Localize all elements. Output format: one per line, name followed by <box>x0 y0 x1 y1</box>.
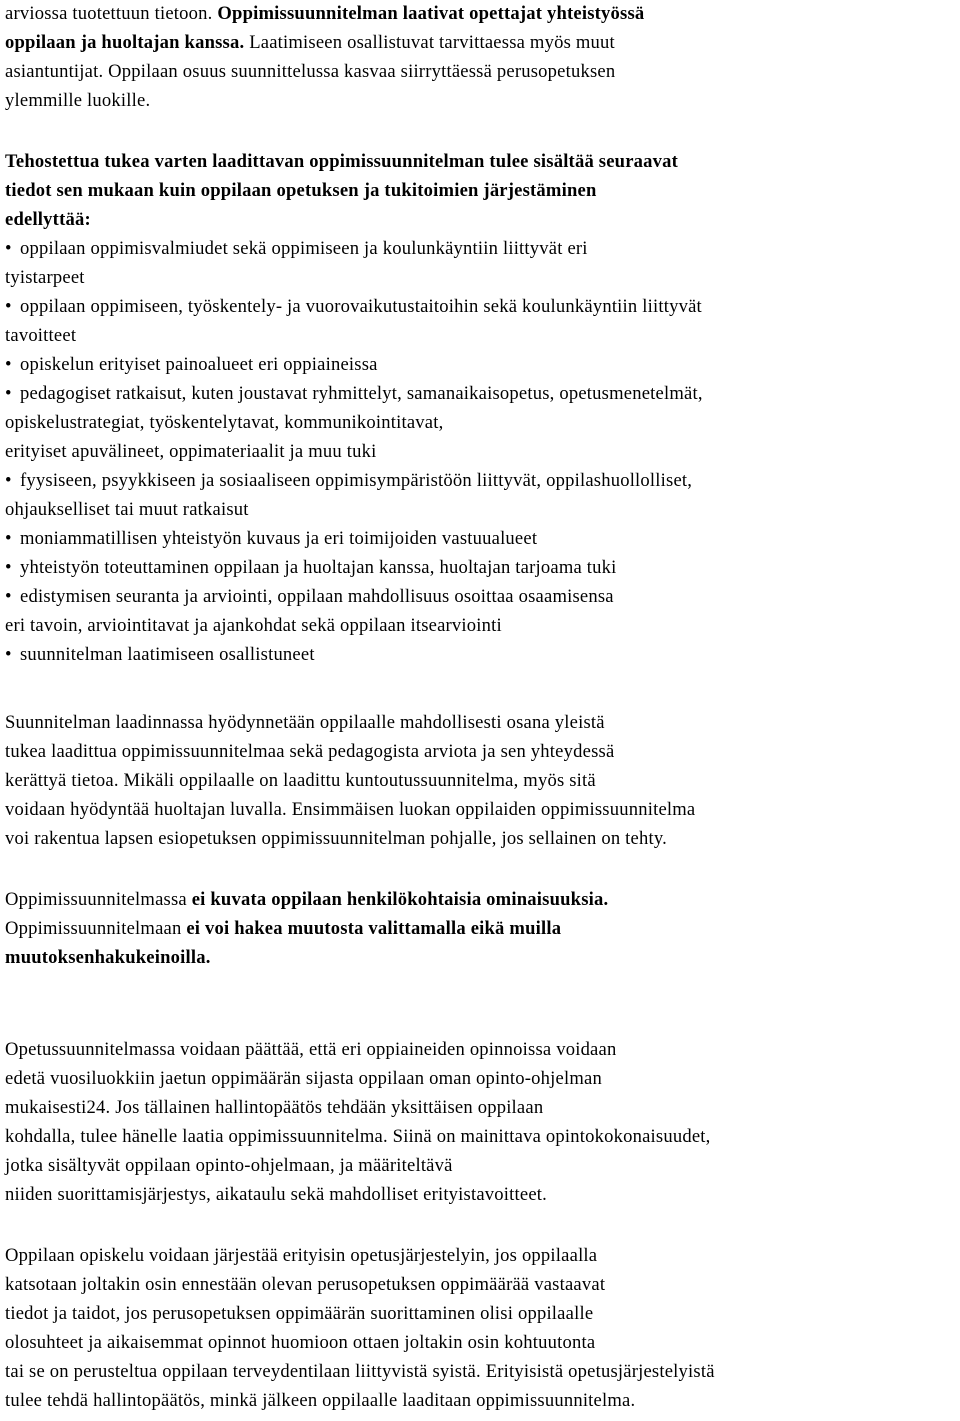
bold-text-run: muutoksenhakukeinoilla. <box>5 947 211 968</box>
list-item-text: opiskelustrategiat, työskentelytavat, kommunikointitavat, <box>5 412 444 433</box>
bullet-icon: • <box>5 644 12 665</box>
list-item <box>5 553 617 582</box>
bold-text-run: oppilaan ja huoltajan kanssa. <box>5 32 245 53</box>
list-item-continuation <box>5 437 376 466</box>
paragraph-line: kerättyä tietoa. Mikäli oppilaalle on laadittu kuntoutussuunnitelma, myös sitä <box>5 770 596 791</box>
paragraph-line <box>5 0 644 28</box>
list-item-text: moniammatillisen yhteistyön kuvaus ja eri toimijoiden vastuualueet <box>20 528 538 549</box>
paragraph-line: voidaan hyödyntää huoltajan luvalla. Ensimmäisen luokan oppilaiden oppimissuunnitelma <box>5 799 696 820</box>
list-item <box>5 524 537 553</box>
heading-line: Tehostettua tukea varten laadittavan oppimissuunnitelman tulee sisältää seuraavat <box>5 151 679 172</box>
list-item-continuation <box>5 495 249 524</box>
paragraph-line: edetä vuosiluokkiin jaetun oppimäärän sijasta oppilaan oman opinto-ohjelman <box>5 1068 602 1089</box>
bullet-icon: • <box>5 354 12 375</box>
heading-line: edellyttää: <box>5 209 91 230</box>
text-run: ylemmille luokille. <box>5 90 151 111</box>
list-item-text: eri tavoin, arviointitavat ja ajankohdat sekä oppilaan itsearviointi <box>5 615 502 636</box>
bullet-icon: • <box>5 528 12 549</box>
paragraph-line: Suunnitelman laadinnassa hyödynnetään oppilaalle mahdollisesti osana yleistä <box>5 712 605 733</box>
list-item <box>5 582 614 611</box>
bullet-icon: • <box>5 586 12 607</box>
bold-text-run: ei kuvata oppilaan henkilökohtaisia ominaisuuksia. <box>191 889 609 910</box>
text-run: Oppimissuunnitelmassa <box>5 889 192 910</box>
list-item-continuation <box>5 321 76 350</box>
paragraph-line <box>5 57 615 86</box>
text-run: Oppimissuunnitelmaan <box>5 918 187 939</box>
list-item <box>5 466 692 495</box>
paragraph-line: olosuhteet ja aikaisemmat opinnot huomioon ottaen joltakin osin kohtuutonta <box>5 1332 596 1353</box>
list-item-text: fyysiseen, psyykkiseen ja sosiaaliseen oppimisympäristöön liittyvät, oppilashuollolliset, <box>20 470 693 491</box>
list-item-continuation <box>5 263 85 292</box>
list-item-text: yhteistyön toteuttaminen oppilaan ja huoltajan kanssa, huoltajan tarjoama tuki <box>20 557 617 578</box>
list-item-text: erityiset apuvälineet, oppimateriaalit ja muu tuki <box>5 441 377 462</box>
paragraph-line <box>5 914 561 943</box>
bullet-icon: • <box>5 470 12 491</box>
paragraph-line: niiden suorittamisjärjestys, aikataulu sekä mahdolliset erityistavoitteet. <box>5 1184 548 1205</box>
paragraph-line: tulee tehdä hallintopäätös, minkä jälkeen oppilaalle laaditaan oppimissuunnitelma. <box>5 1390 636 1411</box>
list-item <box>5 292 702 321</box>
paragraph-line: kohdalla, tulee hänelle laatia oppimissuunnitelma. Siinä on mainittava opintokokonaisuudet, <box>5 1126 711 1147</box>
list-item-text: oppilaan oppimisvalmiudet sekä oppimiseen ja koulunkäyntiin liittyvät eri <box>20 238 588 259</box>
paragraph-line: Opetussuunnitelmassa voidaan päättää, että eri oppiaineiden opinnoissa voidaan <box>5 1039 617 1060</box>
paragraph-line: tukea laadittua oppimissuunnitelmaa sekä pedagogista arviota ja sen yhteydessä <box>5 741 615 762</box>
bold-text-run: ei voi hakea muutosta valittamalla eikä muilla <box>186 918 562 939</box>
heading-line: tiedot sen mukaan kuin oppilaan opetuksen ja tukitoimien järjestäminen <box>5 180 597 201</box>
paragraph-line: Oppilaan opiskelu voidaan järjestää erityisin opetusjärjestelyin, jos oppilaalla <box>5 1245 598 1266</box>
list-item-text: opiskelun erityiset painoalueet eri oppiaineissa <box>20 354 378 375</box>
list-item-text: ohjaukselliset tai muut ratkaisut <box>5 499 249 520</box>
list-item-text: suunnitelman laatimiseen osallistuneet <box>20 644 315 665</box>
paragraph-line <box>5 86 150 115</box>
paragraph-line <box>5 885 608 914</box>
list-item <box>5 640 315 669</box>
paragraph-line: katsotaan joltakin osin ennestään olevan perusopetuksen oppimäärää vastaavat <box>5 1274 606 1295</box>
list-item-text: oppilaan oppimiseen, työskentely- ja vuorovaikutustaitoihin sekä koulunkäyntiin liittyvät <box>20 296 702 317</box>
text-run: asiantuntijat. Oppilaan osuus suunnittelussa kasvaa siirryttäessä perusopetuksen <box>5 61 616 82</box>
list-item <box>5 234 588 263</box>
list-item-continuation <box>5 611 502 640</box>
bold-text-run: Oppimissuunnitelman laativat opettajat yhteistyössä <box>217 3 645 24</box>
paragraph-line <box>5 943 211 972</box>
bullet-icon: • <box>5 383 12 404</box>
paragraph-line: mukaisesti24. Jos tällainen hallintopäätös tehdään yksittäisen oppilaan <box>5 1097 544 1118</box>
list-item <box>5 350 378 379</box>
paragraph-line: tai se on perusteltua oppilaan terveydentilaan liittyvistä syistä. Erityisistä opetusjärjestelyistä <box>5 1361 715 1382</box>
text-run: Laatimiseen osallistuvat tarvittaessa myös muut <box>244 32 615 53</box>
bullet-icon: • <box>5 296 12 317</box>
list-item-continuation <box>5 408 443 437</box>
text-run: arviossa tuotettuun tietoon. <box>5 3 218 24</box>
list-item-text: edistymisen seuranta ja arviointi, oppilaan mahdollisuus osoittaa osaamisensa <box>20 586 614 607</box>
paragraph-line: tiedot ja taidot, jos perusopetuksen oppimäärän suorittaminen olisi oppilaalle <box>5 1303 594 1324</box>
list-item-text: tyistarpeet <box>5 267 85 288</box>
list-item-text: pedagogiset ratkaisut, kuten joustavat ryhmittelyt, samanaikaisopetus, opetusmenetelmät, <box>20 383 703 404</box>
paragraph-line: jotka sisältyvät oppilaan opinto-ohjelmaan, ja määriteltävä <box>5 1155 453 1176</box>
list-item-text: tavoitteet <box>5 325 77 346</box>
bullet-icon: • <box>5 557 12 578</box>
paragraph-line <box>5 28 615 57</box>
paragraph-line: voi rakentua lapsen esiopetuksen oppimissuunnitelman pohjalle, jos sellainen on tehty. <box>5 828 667 849</box>
bullet-icon: • <box>5 238 12 259</box>
list-item <box>5 379 703 408</box>
